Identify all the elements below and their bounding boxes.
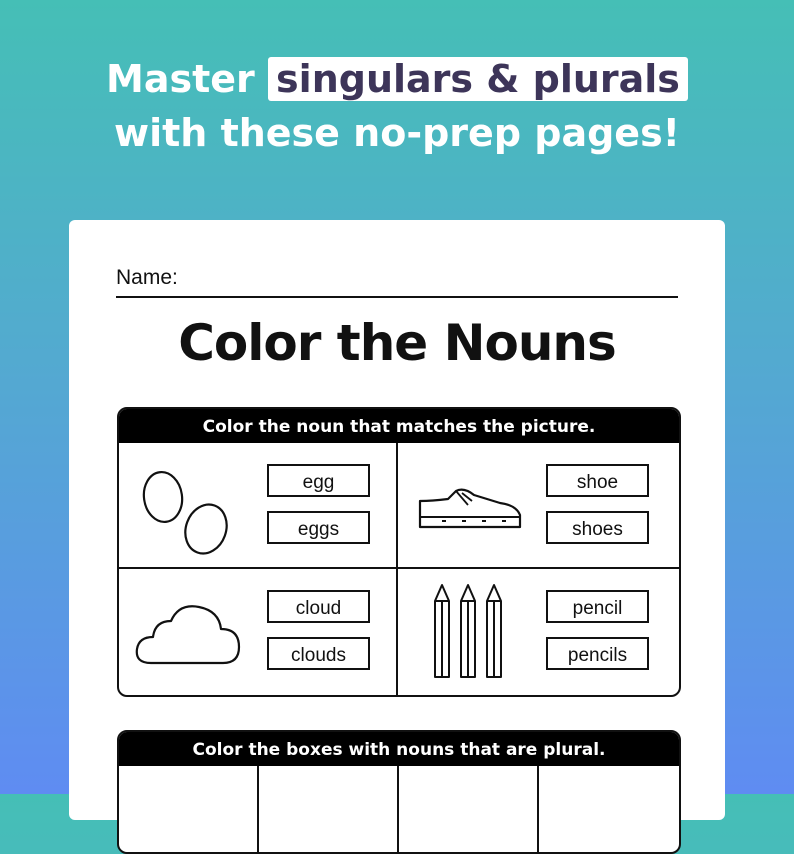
section-1-instruction: Color the noun that matches the picture. xyxy=(119,409,679,443)
headline-line-1 xyxy=(0,52,794,106)
choice-shoes[interactable]: shoes xyxy=(546,511,649,544)
grid-divider xyxy=(537,766,539,852)
promo-headline xyxy=(0,52,794,160)
choice-egg[interactable]: egg xyxy=(267,464,370,497)
worksheet-title: Color the Nouns xyxy=(178,314,616,372)
headline-line-2: with these no-prep pages! xyxy=(113,111,681,155)
choice-shoe[interactable]: shoe xyxy=(546,464,649,497)
name-line[interactable] xyxy=(116,266,678,298)
item-cell-shoe xyxy=(398,443,675,567)
item-cell-pencils xyxy=(398,569,675,693)
plural-grid xyxy=(119,766,679,852)
choice-eggs[interactable]: eggs xyxy=(267,511,370,544)
plural-boxes-section xyxy=(117,730,681,854)
item-cell-eggs xyxy=(119,443,396,567)
grid-divider xyxy=(257,766,259,852)
match-grid xyxy=(119,443,679,695)
shoe-icon xyxy=(412,455,522,555)
worksheet-page xyxy=(69,220,725,820)
eggs-icon xyxy=(133,455,243,555)
section-2-instruction: Color the boxes with nouns that are plural. xyxy=(119,732,679,766)
name-label: Name: xyxy=(116,266,178,289)
choice-pencils[interactable]: pencils xyxy=(546,637,649,670)
cloud-icon xyxy=(133,581,243,681)
grid-divider xyxy=(397,766,399,852)
match-picture-section xyxy=(117,407,681,697)
pencils-icon xyxy=(412,581,522,681)
item-cell-cloud xyxy=(119,569,396,693)
choice-pencil[interactable]: pencil xyxy=(546,590,649,623)
headline-prefix: Master xyxy=(106,57,255,101)
choice-cloud[interactable]: cloud xyxy=(267,590,370,623)
headline-highlight: singulars & plurals xyxy=(268,57,688,101)
choice-clouds[interactable]: clouds xyxy=(267,637,370,670)
